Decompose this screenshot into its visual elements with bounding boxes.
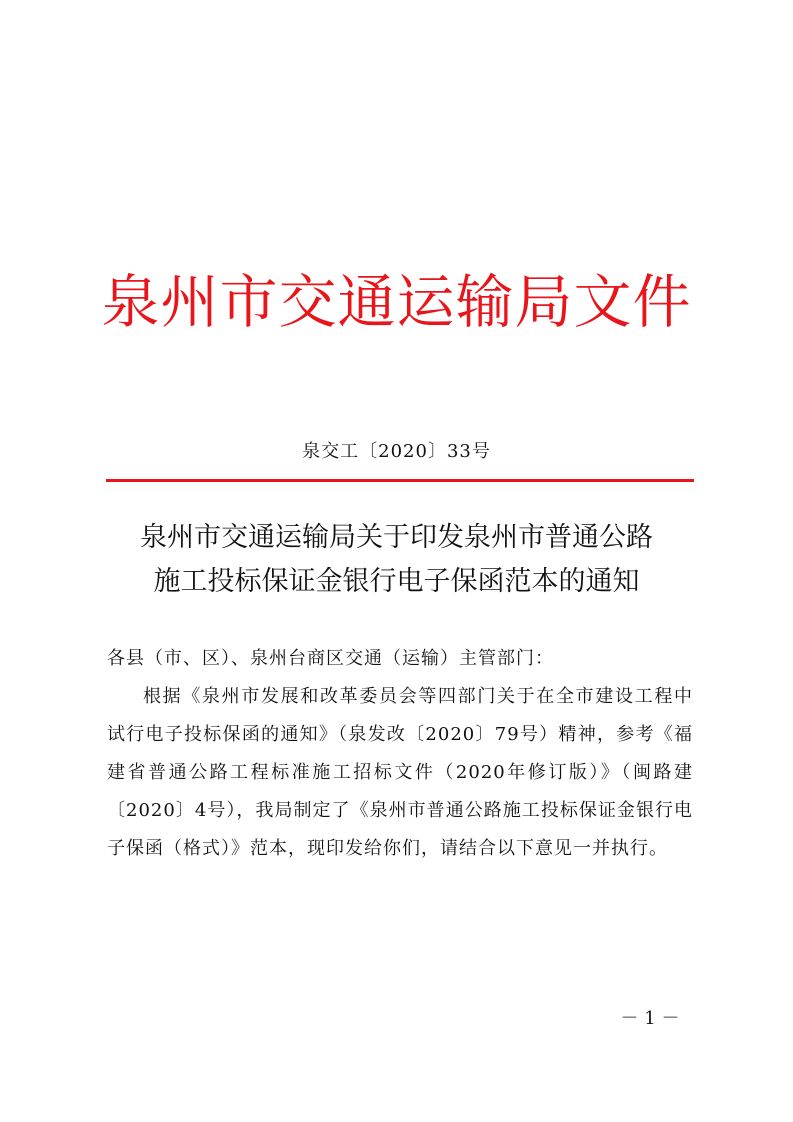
page-number: － 1 － [620,1008,680,1029]
document-title-line-1: 泉州市交通运输局关于印发泉州市普通公路 [140,522,653,553]
document-body [107,640,693,868]
red-divider-line [106,479,694,482]
document-title [0,516,793,604]
body-paragraph: 根据《泉州市发展和改革委员会等四部门关于在全市建设工程中试行电子投标保函的通知》（泉发改〔2020〕79号）精神，参考《福建省普通公路工程标准施工招标文件（2020年修订版）》（闽路建〔2020〕4号），我局制定了《泉州市普通公路施工投标保证金银行电子保函（格式）》范本，现印发给你们，请结合以下意见一并执行。 [107,686,693,859]
masthead-title: 泉州市交通运输局文件 [101,268,692,336]
salutation: 各县（市、区）、泉州台商区交通（运输）主管部门： [107,648,554,669]
document-title-line-2: 施工投标保证金银行电子保函范本的通知 [153,566,640,597]
document-number: 泉交工〔2020〕33号 [302,441,491,462]
